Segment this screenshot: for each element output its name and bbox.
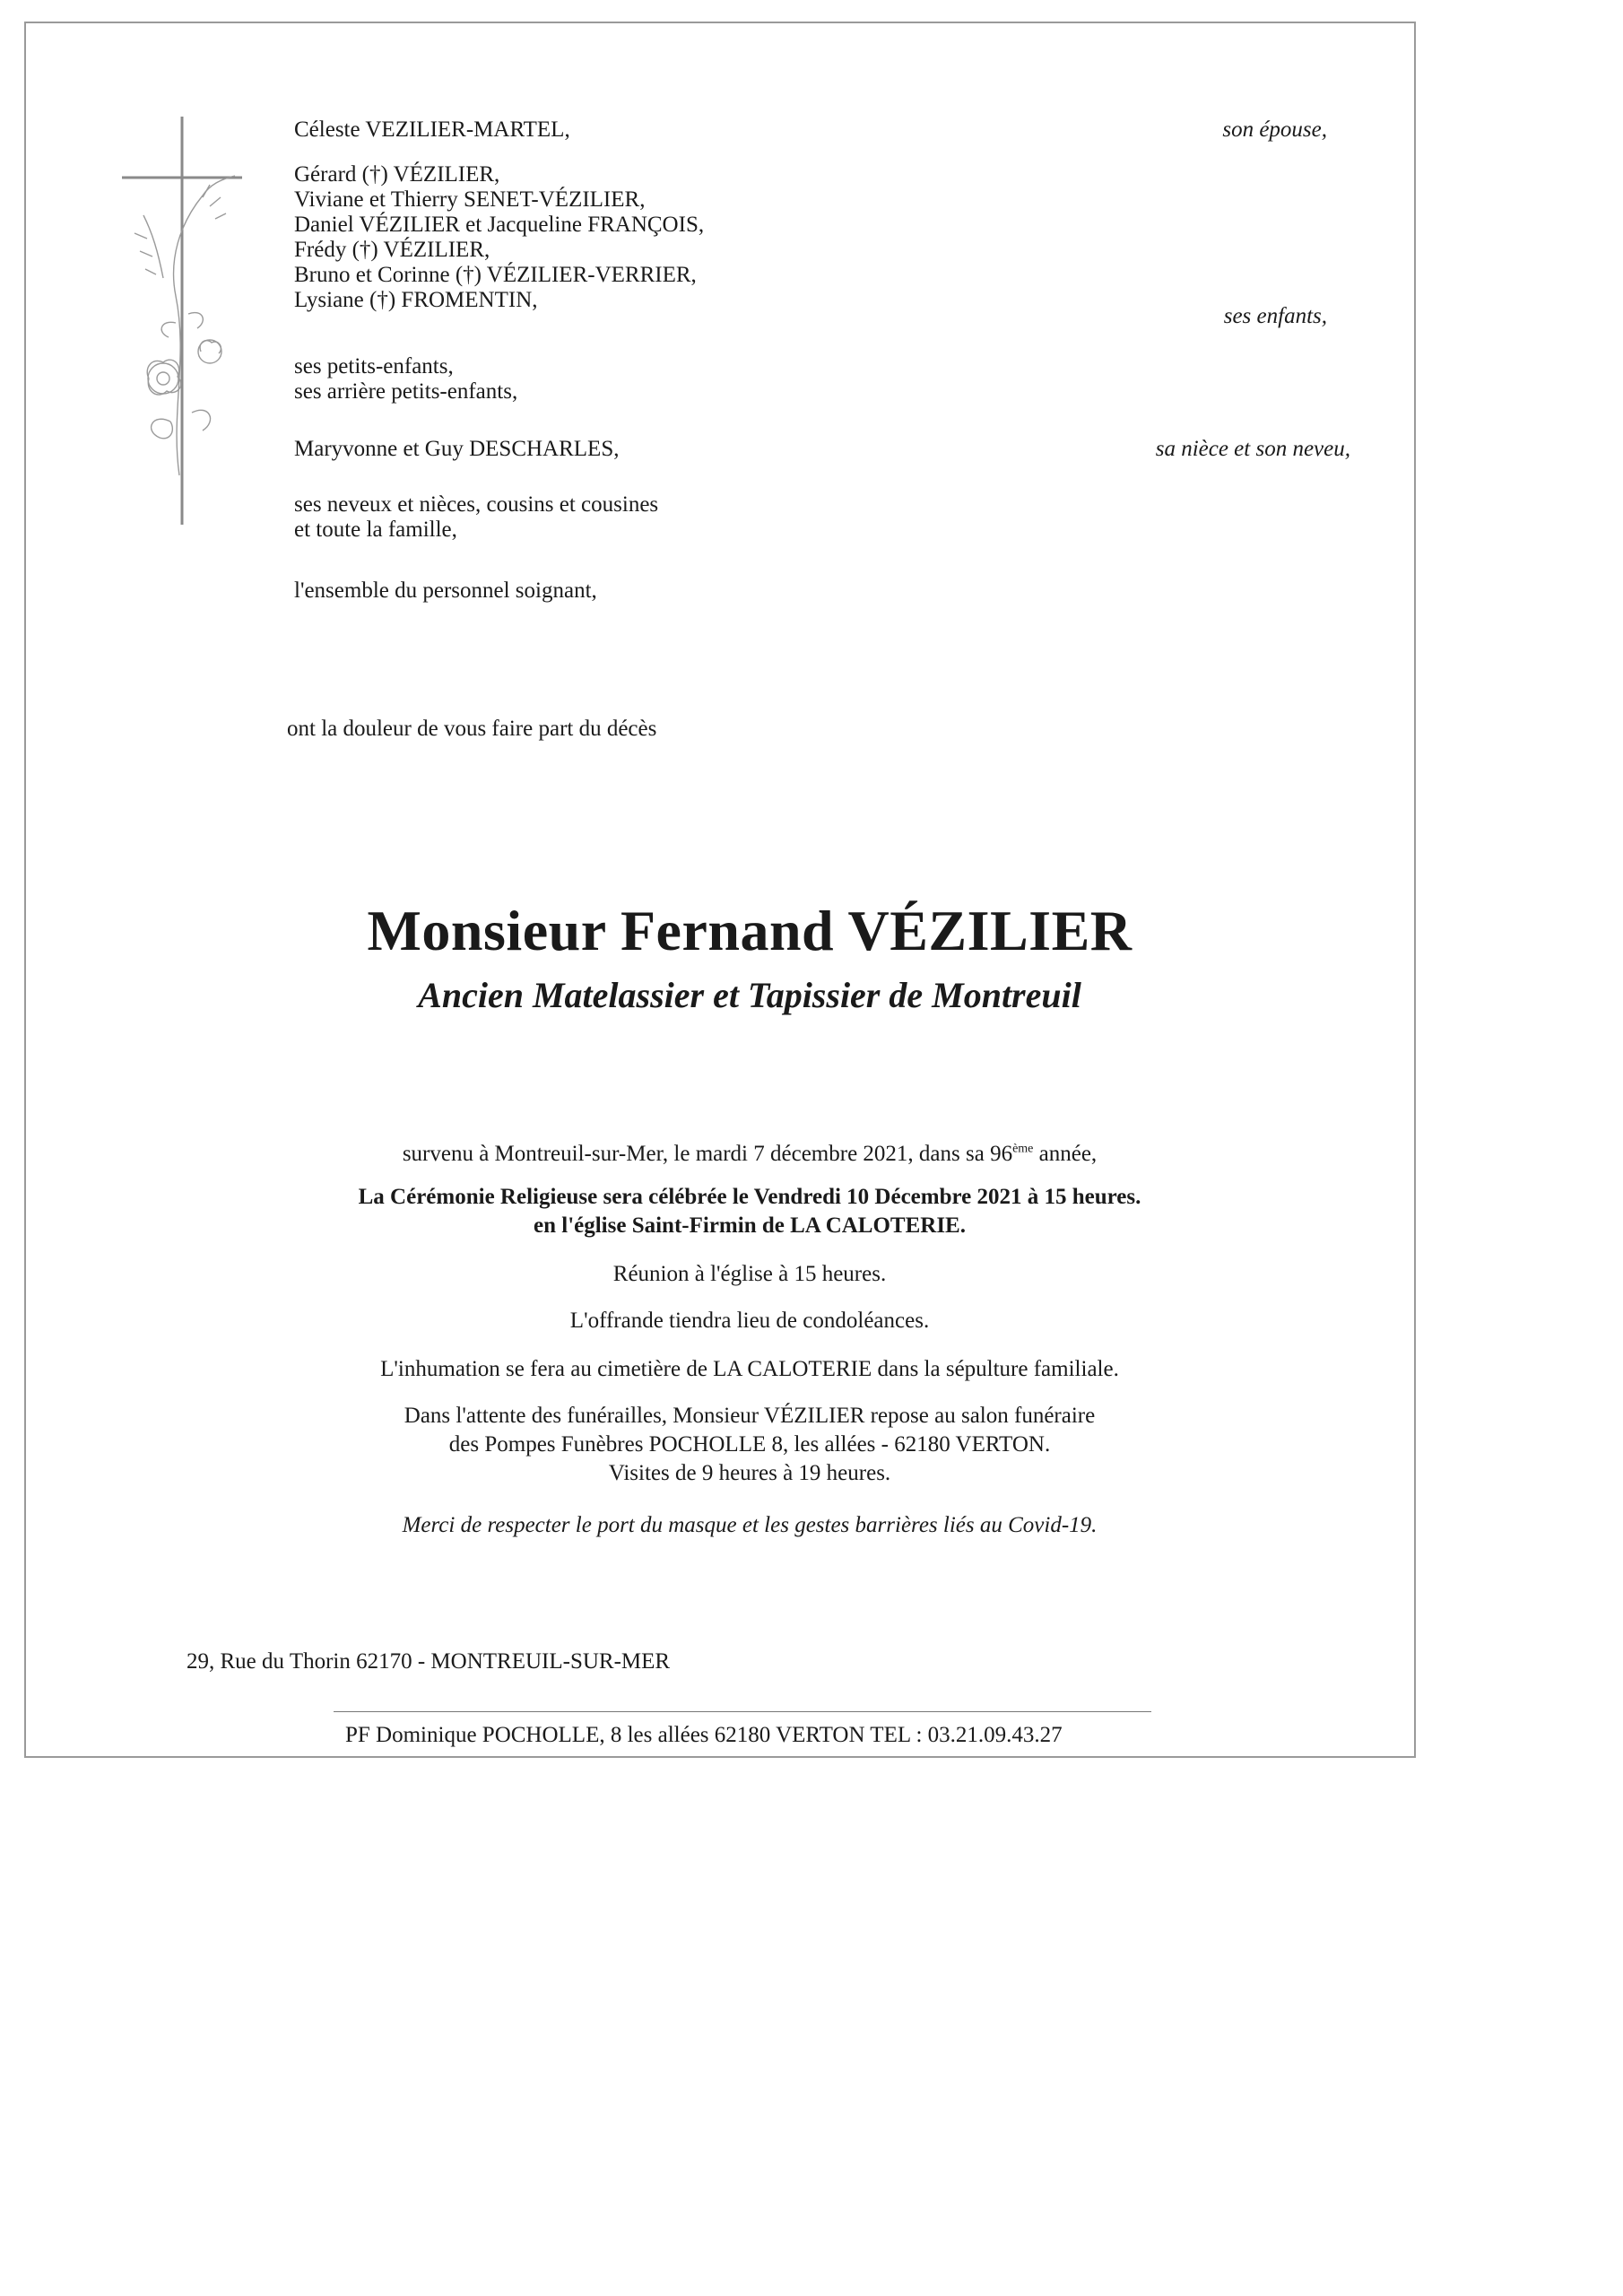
rest-line-1: Dans l'attente des funérailles, Monsieur VÉZILIER repose au salon funéraire <box>404 1404 1096 1428</box>
deceased-name: Monsieur Fernand VÉZILIER <box>367 899 1133 962</box>
footer-line: PF Dominique POCHOLLE, 8 les allées 62180 VERTON TEL : 03.21.09.43.27 <box>345 1723 1063 1747</box>
deceased-title: Ancien Matelassier et Tapissier de Montreuil <box>418 975 1081 1015</box>
age-superscript: ème <box>1012 1142 1034 1156</box>
footer-divider <box>334 1711 1151 1712</box>
rest-line-2: des Pompes Funèbres POCHOLLE 8, les allées - 62180 VERTON. <box>448 1432 1051 1457</box>
meeting-line: Réunion à l'église à 15 heures. <box>612 1262 887 1286</box>
child-name: Daniel VÉZILIER et Jacqueline FRANÇOIS, <box>294 213 705 237</box>
child-name: Viviane et Thierry SENET-VÉZILIER, <box>294 187 646 212</box>
child-name: Gérard (†) VÉZILIER, <box>294 162 500 187</box>
child-name: Bruno et Corinne (†) VÉZILIER-VERRIER, <box>294 263 697 287</box>
grandchildren-line: ses petits-enfants, <box>294 354 454 378</box>
covid-notice: Merci de respecter le port du masque et les gestes barrières liés au Covid-19. <box>402 1513 1098 1537</box>
care-staff-line: l'ensemble du personnel soignant, <box>294 578 597 603</box>
offering-line: L'offrande tiendra lieu de condoléances. <box>569 1309 930 1333</box>
extended-family-line: et toute la famille, <box>294 517 457 542</box>
extended-family-line: ses neveux et nièces, cousins et cousines <box>294 492 659 517</box>
age-suffix: année, <box>1038 1142 1098 1166</box>
address-line: 29, Rue du Thorin 62170 - MONTREUIL-SUR-MER <box>187 1649 671 1674</box>
niece-nephew-name: Maryvonne et Guy DESCHARLES, <box>294 437 620 461</box>
niece-nephew-relation: sa nièce et son neveu, <box>1155 437 1350 461</box>
children-relation: ses enfants, <box>1223 304 1327 328</box>
spouse-relation: son épouse, <box>1222 117 1327 142</box>
death-line <box>0 1139 1499 1169</box>
age-number: 96 <box>990 1142 1013 1166</box>
child-name: Frédy (†) VÉZILIER, <box>294 238 490 262</box>
death-text: survenu à Montreuil-sur-Mer, le mardi 7 décembre 2021, dans sa <box>402 1142 985 1166</box>
spouse-name: Céleste VEZILIER-MARTEL, <box>294 117 570 142</box>
great-grandchildren-line: ses arrière petits-enfants, <box>294 379 518 404</box>
visits-line: Visites de 9 heures à 19 heures. <box>608 1461 891 1485</box>
announcement-line: ont la douleur de vous faire part du décès <box>287 717 657 741</box>
child-name: Lysiane (†) FROMENTIN, <box>294 288 538 312</box>
cross-flower-icon <box>117 117 278 529</box>
ceremony-line-1: La Cérémonie Religieuse sera célébrée le Vendredi 10 Décembre 2021 à 15 heures. <box>358 1185 1141 1209</box>
ceremony-line-2: en l'église Saint-Firmin de LA CALOTERIE. <box>534 1213 966 1238</box>
burial-line: L'inhumation se fera au cimetière de LA CALOTERIE dans la sépulture familiale. <box>380 1357 1119 1381</box>
